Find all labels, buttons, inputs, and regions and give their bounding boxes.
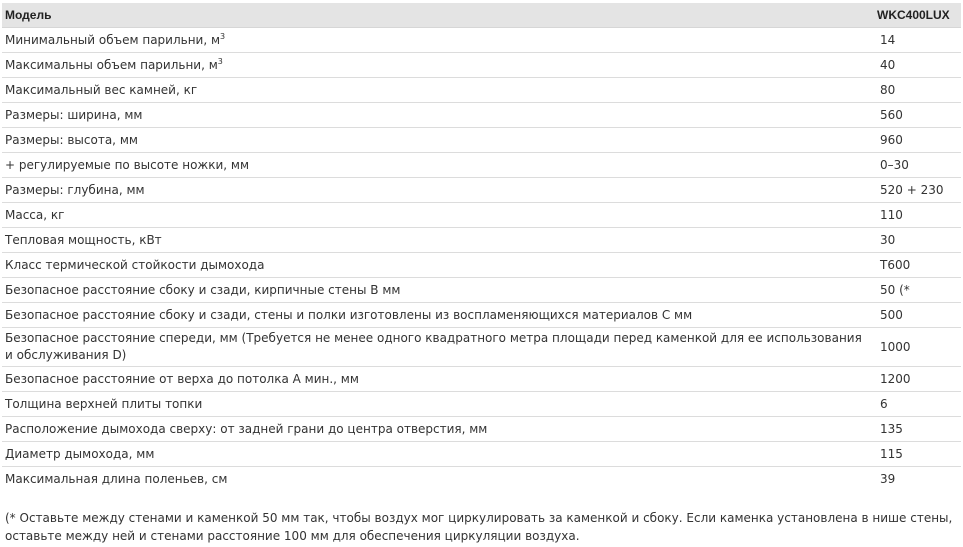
specifications-table <box>2 3 961 491</box>
row-label: Безопасное расстояние спереди, мм (Требуется не менее одного квадратного метра площади перед каменкой для ее использования и обслуживания D) <box>2 328 874 367</box>
table-row <box>2 303 961 328</box>
row-value: 80 <box>874 78 961 103</box>
row-label: Максимальны объем парильни, $м^3$ <box>2 53 874 78</box>
table-row <box>2 53 961 78</box>
table-row <box>2 367 961 392</box>
row-label: Размеры: глубина, мм <box>2 178 874 203</box>
table-row <box>2 467 961 492</box>
row-label: Максимальный вес камней, кг <box>2 78 874 103</box>
row-label: Безопасное расстояние сбоку и сзади, стены и полки изготовлены из воспламеняющихся материалов С мм <box>2 303 874 328</box>
row-value: 0–30 <box>874 153 961 178</box>
row-value: T600 <box>874 253 961 278</box>
row-value: 500 <box>874 303 961 328</box>
row-value: 14 <box>874 28 961 53</box>
table-row <box>2 178 961 203</box>
row-label: Размеры: ширина, мм <box>2 103 874 128</box>
row-label: Масса, кг <box>2 203 874 228</box>
row-value: 560 <box>874 103 961 128</box>
row-value: 40 <box>874 53 961 78</box>
row-label: Расположение дымохода сверху: от задней грани до центра отверстия, мм <box>2 417 874 442</box>
row-value: 1000 <box>874 328 961 367</box>
row-label: Максимальная длина поленьев, см <box>5 471 228 486</box>
table-row <box>2 442 961 467</box>
superscript: 3 <box>217 56 223 66</box>
row-value: 960 <box>874 128 961 153</box>
table-row <box>2 253 961 278</box>
table-row <box>2 392 961 417</box>
row-value: 30 <box>874 228 961 253</box>
row-label: Тепловая мощность, кВт <box>2 228 874 253</box>
table-row <box>2 203 961 228</box>
table-row <box>2 417 961 442</box>
row-label: + регулируемые по высоте ножки, мм <box>2 153 874 178</box>
superscript: 3 <box>220 31 226 41</box>
row-value: 1200 <box>874 367 961 392</box>
table-row <box>2 328 961 367</box>
row-label: Толщина верхней плиты топки <box>2 392 874 417</box>
table-header-row <box>2 3 961 28</box>
row-label: Безопасное расстояние от верха до потолка А мин., мм <box>2 367 874 392</box>
row-value: 6 <box>874 392 961 417</box>
row-value: 135 <box>874 417 961 442</box>
table-row <box>2 28 961 53</box>
row-value: 520 + 230 <box>874 178 961 203</box>
model-label: Модель <box>2 3 874 28</box>
table-row <box>2 128 961 153</box>
table-row <box>2 78 961 103</box>
row-value: 50 (* <box>874 278 961 303</box>
row-label: Безопасное расстояние сбоку и сзади, кирпичные стены В мм <box>2 278 874 303</box>
table-row <box>2 103 961 128</box>
row-value: 115 <box>874 442 961 467</box>
row-label: Диаметр дымохода, мм <box>2 442 874 467</box>
row-label: Класс термической стойкости дымохода <box>2 253 874 278</box>
table-row <box>2 153 961 178</box>
row-label: Размеры: высота, мм <box>2 128 874 153</box>
row-value: 39 <box>880 471 896 486</box>
row-value: 110 <box>874 203 961 228</box>
table-row <box>2 278 961 303</box>
footnote: (* Оставьте между стенами и каменкой 50 мм так, чтобы воздух мог циркулировать за каменкой и сбоку. Если каменка установлена в нише стены, оставьте между ней и стенами расстояние 100 мм для обеспечения циркуляции воздуха. <box>5 511 953 543</box>
model-value: WKC400LUX <box>874 3 961 28</box>
row-label: Минимальный объем парильни, $м^3$ <box>2 28 874 53</box>
table-row <box>2 228 961 253</box>
